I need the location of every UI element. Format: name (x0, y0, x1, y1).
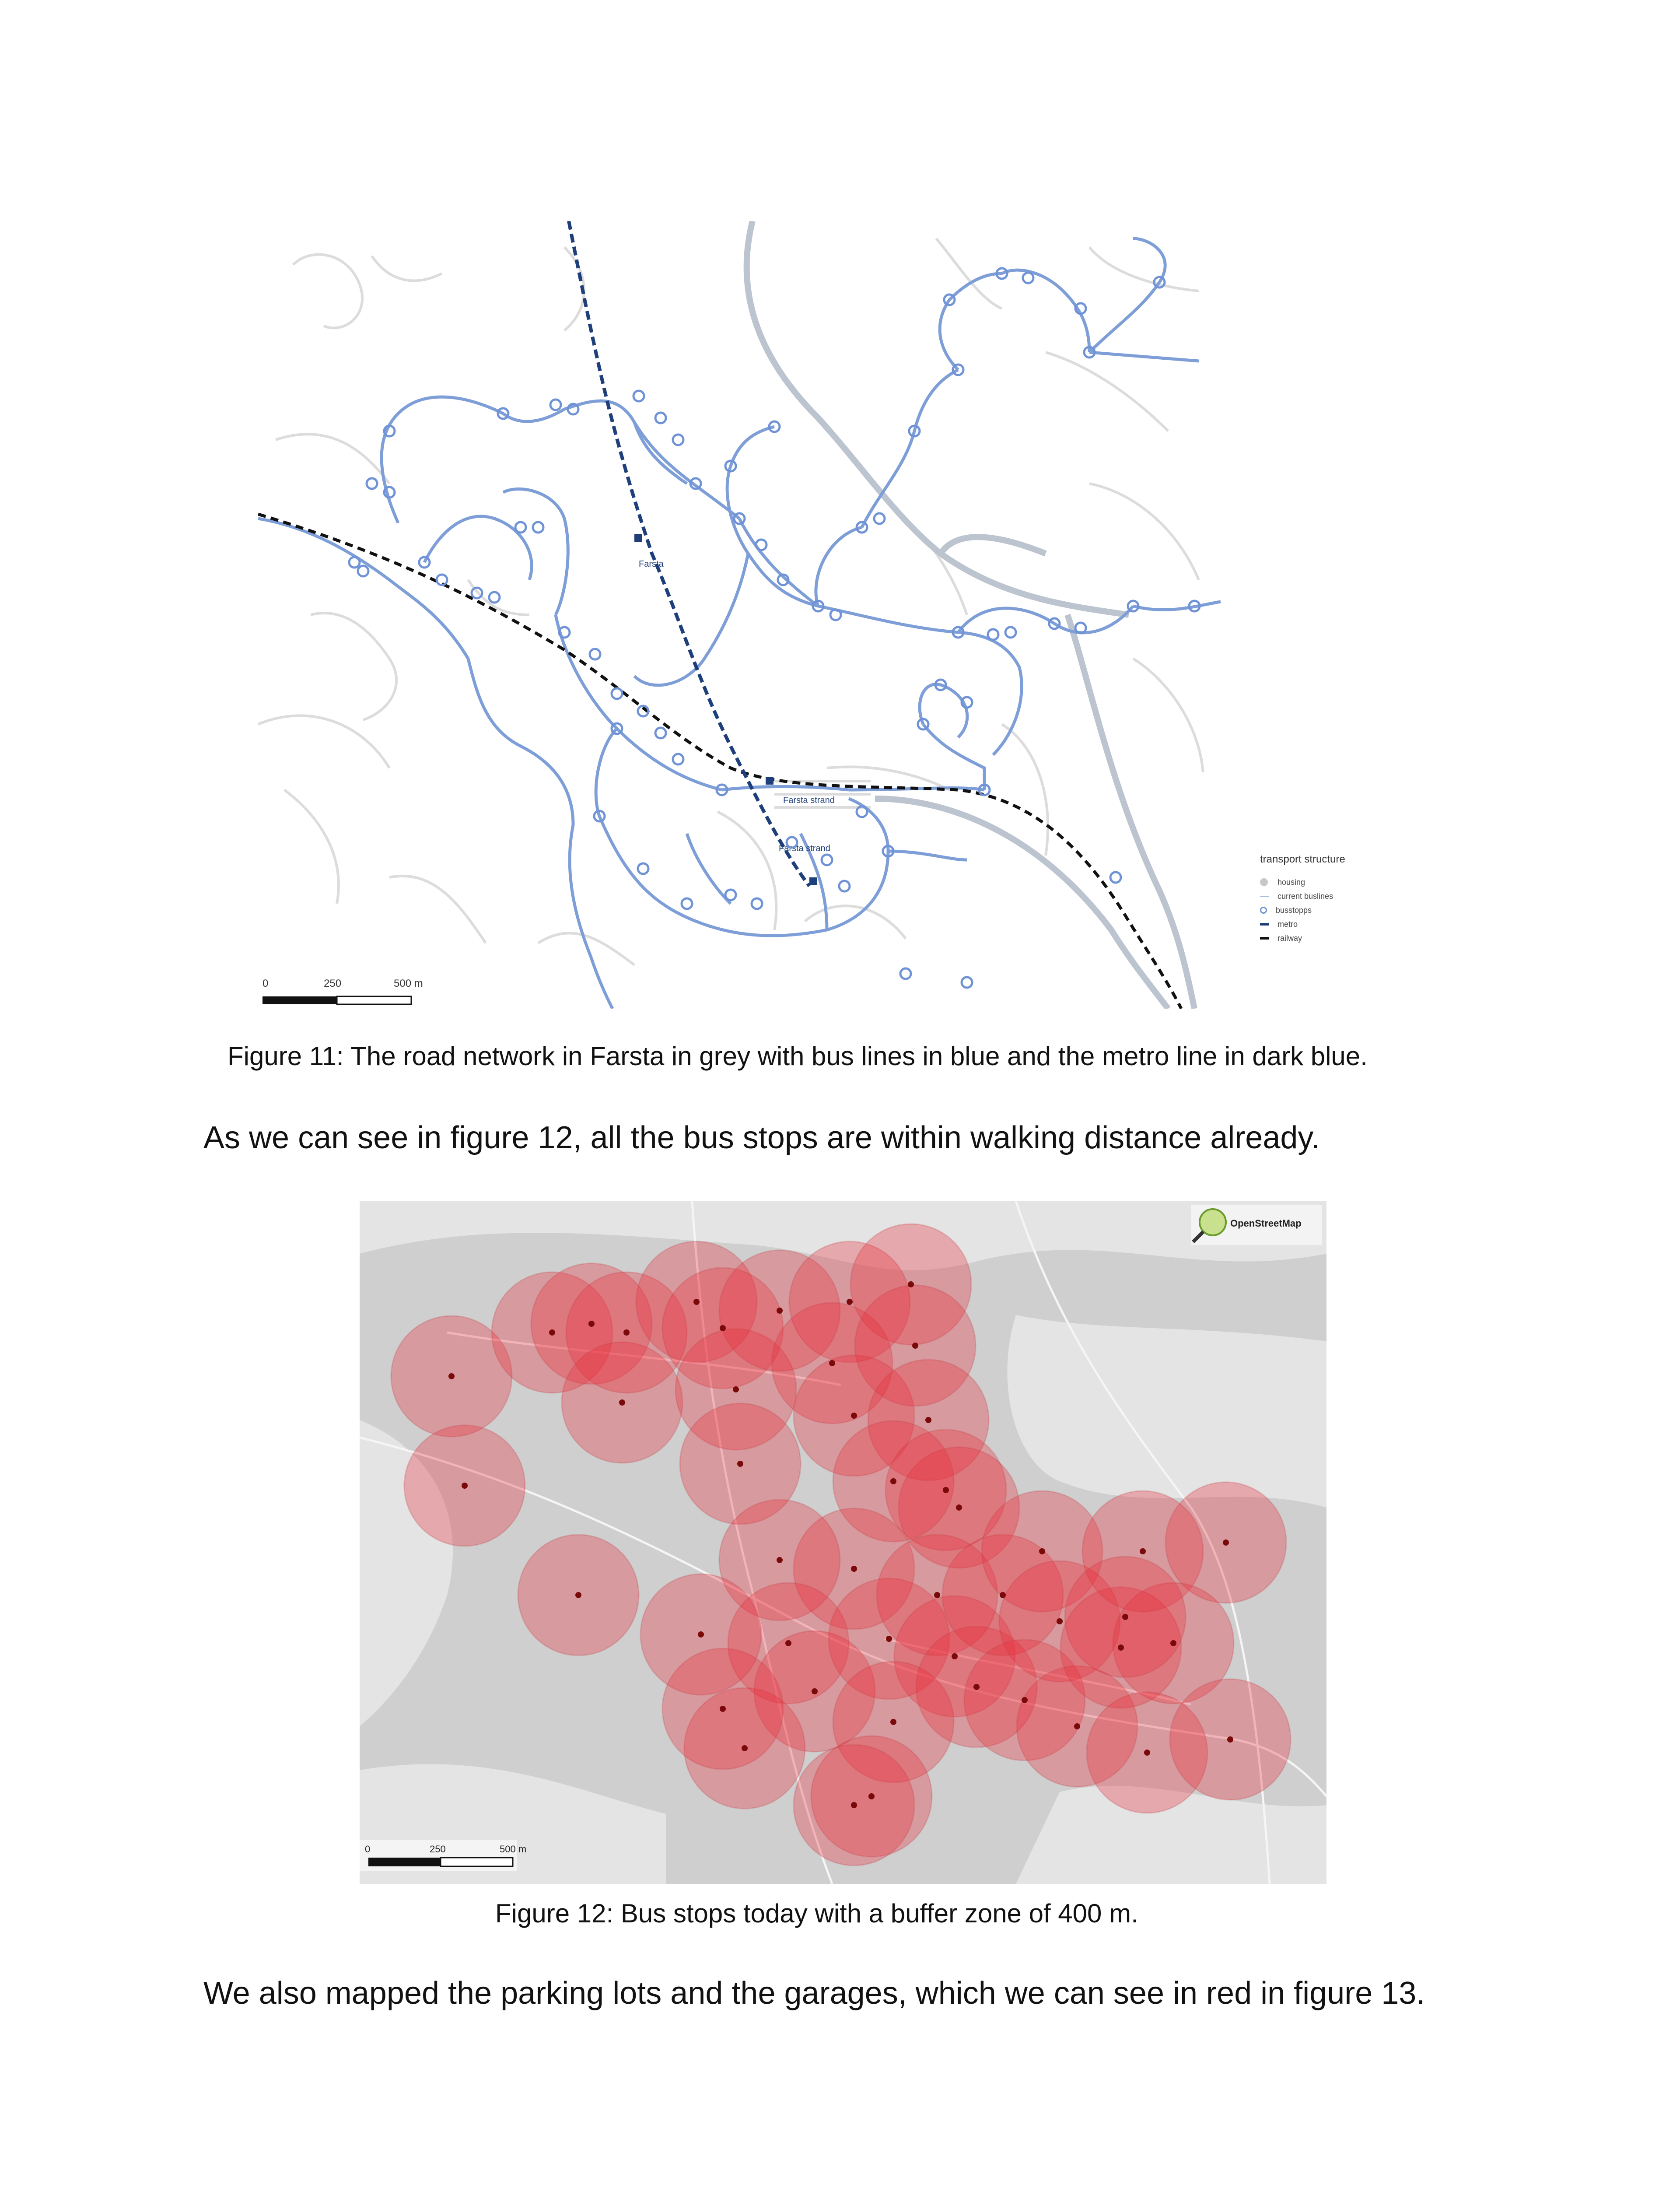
bus-stop-point (851, 1566, 857, 1572)
paragraph: We also mapped the parking lots and the garages, which we can see in red in figure 13. (203, 1976, 1425, 2011)
scale-tick: 0 (262, 978, 269, 989)
bus-stop-point (908, 1281, 914, 1287)
dash-icon (1260, 937, 1269, 940)
legend-item (1260, 931, 1418, 945)
bus-stop-ring (673, 754, 683, 764)
railway-line (258, 514, 1181, 1009)
scale-segment (368, 1858, 441, 1866)
scale-tick: 500 m (394, 978, 423, 989)
magnifier-icon (1200, 1209, 1226, 1235)
legend-label: current buslines (1278, 891, 1334, 901)
legend-item (1260, 903, 1418, 917)
bus-stop-ring (673, 435, 683, 445)
bus-stop-ring (756, 540, 766, 550)
bus-stop-point (847, 1299, 853, 1305)
bus-stop-point (698, 1631, 704, 1637)
scale-tick: 250 (324, 978, 342, 989)
legend-item (1260, 875, 1418, 889)
station-marker (634, 534, 642, 542)
bus-stop-point (1022, 1697, 1028, 1703)
bus-stop-ring (437, 575, 447, 585)
bus-stop-ring (1023, 273, 1033, 283)
bus-stop-ring (682, 898, 692, 909)
scale-tick: 250 (430, 1844, 446, 1855)
bus-stop-ring (349, 557, 360, 568)
legend-title: transport structure (1260, 853, 1345, 865)
bus-stop-point (868, 1793, 875, 1799)
bus-stop-point (925, 1417, 931, 1423)
bus-stop-ring (962, 977, 972, 988)
bus-stop-point (720, 1325, 726, 1331)
bus-stop-point (1122, 1614, 1128, 1620)
bus-stop-ring (612, 688, 622, 699)
scale-bar (262, 978, 423, 1004)
bus-stop-point (720, 1706, 726, 1712)
bus-stop-ring (638, 863, 648, 874)
bus-stop-ring (1110, 872, 1121, 883)
station-marker (766, 777, 774, 785)
bus-stop-point (742, 1745, 748, 1751)
legend-item (1260, 917, 1418, 931)
figure-12-map (360, 1201, 1326, 1884)
bus-stop-point (812, 1688, 818, 1694)
bus-stop-point (1227, 1736, 1233, 1743)
scale-segment (337, 996, 411, 1004)
station-label: Farsta (639, 559, 664, 569)
bus-stop-ring (1005, 627, 1016, 638)
bus-stop-point (623, 1329, 630, 1336)
bus-stop-point (851, 1413, 857, 1419)
scale-tick: 0 (365, 1844, 371, 1855)
bus-stop-ring (874, 513, 885, 524)
paragraph: As we can see in figure 12, all the bus stops are within walking distance already. (203, 1120, 1320, 1155)
legend-item (1260, 889, 1418, 903)
bus-stop-ring (515, 522, 526, 533)
scale-segment (441, 1858, 513, 1866)
bus-stop-point (1170, 1640, 1176, 1646)
bus-stop-point (462, 1483, 468, 1489)
bus-stop-ring (489, 592, 500, 603)
bus-stop-ring (367, 478, 377, 489)
bus-stop-point (448, 1373, 455, 1379)
bus-stop-point (851, 1802, 857, 1808)
attribution-text: OpenStreetMap (1230, 1218, 1302, 1229)
scale-segment (262, 996, 337, 1004)
bus-stop-ring (358, 566, 368, 576)
bus-stop-point (1118, 1645, 1124, 1651)
station-marker (809, 877, 817, 885)
bus-stop-point (1039, 1548, 1045, 1554)
scale-tick: 500 m (500, 1844, 527, 1855)
station-label: Farsta strand (783, 796, 835, 805)
bus-stop-ring (988, 629, 998, 640)
osm-attribution (1191, 1205, 1322, 1245)
bus-stop-ring (752, 898, 762, 909)
bus-stop-point (952, 1653, 958, 1659)
figure-11-map (258, 221, 1225, 1009)
figure-11-caption: Figure 11: The road network in Farsta in grey with bus lines in blue and the metro line in dark blue. (228, 1041, 1368, 1071)
bus-stop-point (777, 1308, 783, 1314)
bus-stop-ring (655, 413, 666, 423)
bus-stop-point (785, 1640, 791, 1646)
grey-dot-icon (1260, 878, 1268, 886)
figure-12-caption: Figure 12: Bus stops today with a buffer zone of 400 m. (495, 1899, 1138, 1928)
figure-11-legend (1260, 853, 1418, 945)
figure-11-svg (258, 221, 1225, 1009)
bus-stop-point (912, 1343, 918, 1349)
thin-line-icon (1260, 896, 1269, 897)
legend-label: housing (1278, 877, 1306, 887)
legend-label: railway (1278, 933, 1302, 943)
bus-stop-point (588, 1321, 595, 1327)
bus-stop-ring (533, 522, 543, 533)
station-label: Farsta strand (779, 844, 830, 853)
bus-stop-point (575, 1592, 581, 1598)
bus-stop-point (733, 1386, 739, 1392)
bus-stop-point (956, 1504, 962, 1511)
bus-stop-point (829, 1360, 835, 1366)
bus-stop-ring (822, 855, 832, 865)
metro-stations (634, 534, 817, 885)
bus-stop-point (777, 1557, 783, 1563)
figure-12-svg (360, 1201, 1326, 1884)
legend-label: metro (1278, 919, 1298, 929)
bus-stop-point (886, 1636, 892, 1642)
bus-stop-point (619, 1399, 625, 1406)
motorway (747, 221, 1194, 1009)
bus-stop-ring (725, 890, 736, 900)
legend-label: busstopps (1276, 905, 1312, 915)
bus-stop-point (1223, 1539, 1229, 1546)
bus-stop-point (890, 1719, 896, 1725)
bus-stop-ring (590, 649, 600, 659)
scale-bar (360, 1840, 526, 1871)
bus-stop-point (934, 1592, 940, 1598)
bus-stop-point (973, 1684, 980, 1690)
bus-stop-point (1057, 1618, 1063, 1624)
dash-icon (1260, 923, 1269, 926)
bus-stop-point (737, 1461, 743, 1467)
bus-stop-point (1140, 1548, 1146, 1554)
bus-stop-point (1144, 1750, 1150, 1756)
bus-stop-point (890, 1478, 896, 1484)
bus-stop-ring (550, 400, 561, 410)
bus-stop-point (1074, 1723, 1080, 1729)
bus-stop-ring (839, 881, 850, 891)
bus-stop-point (693, 1299, 700, 1305)
bus-stop-point (549, 1329, 555, 1336)
bus-stop-ring (900, 968, 911, 979)
bus-stop-point (943, 1487, 949, 1493)
bus-stop-point (1000, 1592, 1006, 1598)
bus-stop-ring (634, 391, 644, 401)
bus-stop-ring (655, 728, 666, 738)
ring-icon (1260, 907, 1267, 914)
